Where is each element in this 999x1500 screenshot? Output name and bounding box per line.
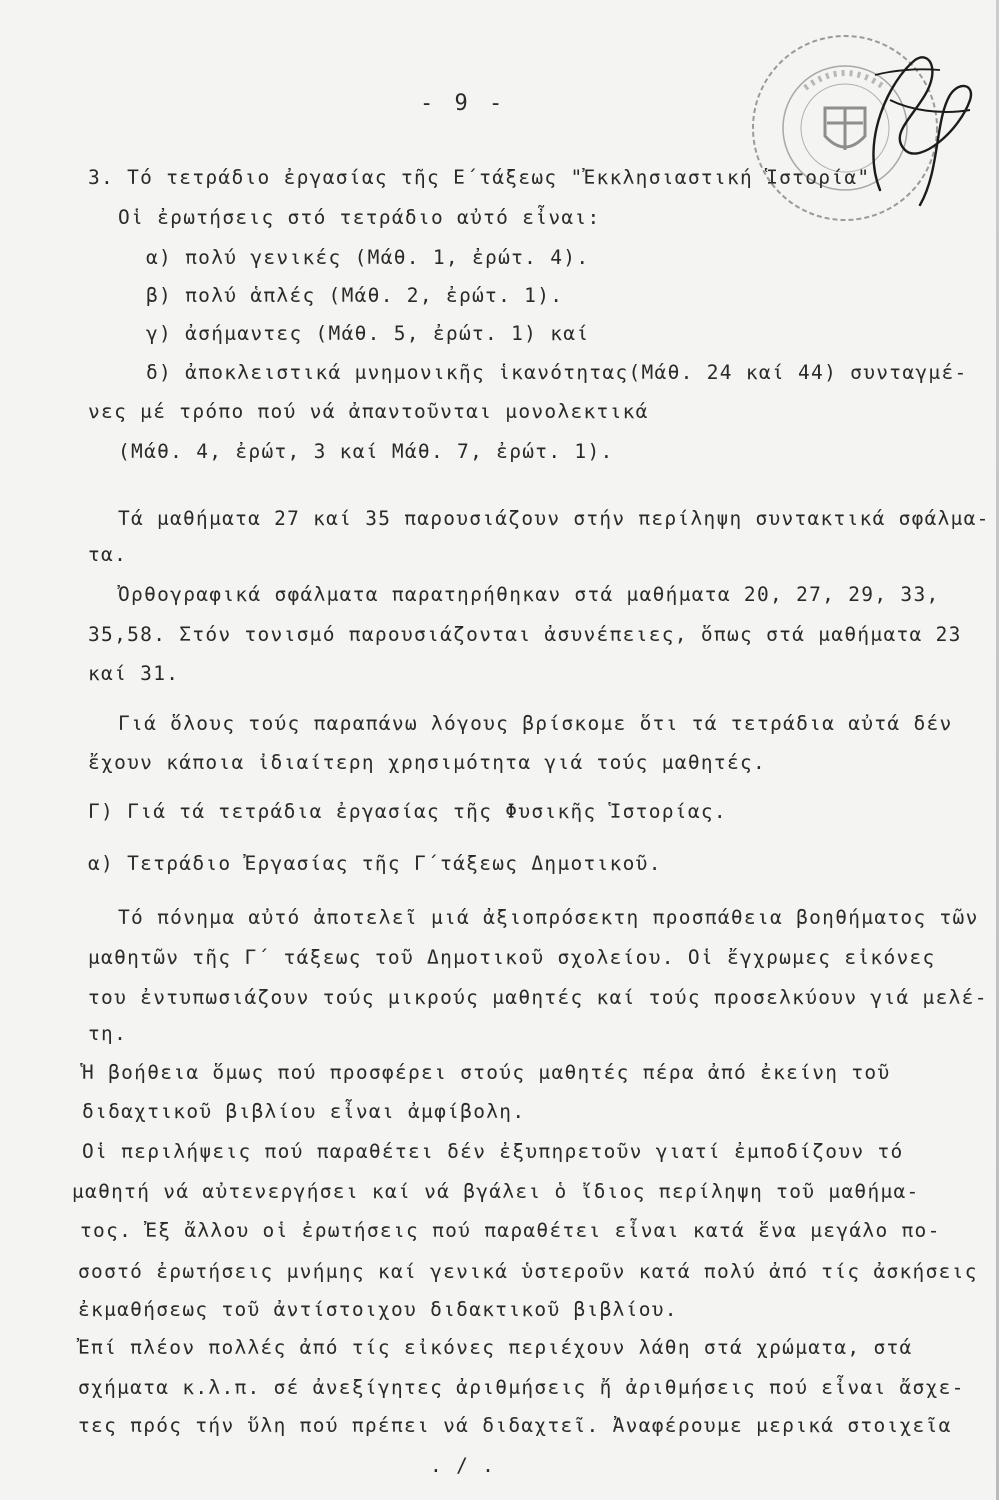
- text-line: νες μέ τρόπο πού νά ἀπαντοῦνται μονολεκτικά: [88, 400, 649, 423]
- text-line: ἔχουν κάποια ἰδιαίτερη χρησιμότητα γιά τούς μαθητές.: [88, 751, 767, 774]
- text-line: του ἐντυπωσιάζουν τούς μικρούς μαθητές καί τούς προσελκύουν γιά μελέ-: [88, 986, 988, 1009]
- text-line: καί 31.: [88, 662, 180, 685]
- text-line: Οἱ ἐρωτήσεις στό τετράδιο αὐτό εἶναι:: [118, 206, 601, 229]
- page-number: - 9 -: [420, 91, 507, 116]
- text-line: σοστό ἐρωτήσεις μνήμης καί γενικά ὑστεροῦν κατά πολύ ἀπό τίς ἀσκήσεις: [78, 1260, 978, 1283]
- text-line: Ἡ βοήθεια ὅμως πού προσφέρει στούς μαθητές πέρα ἀπό ἐκείνη τοῦ: [82, 1061, 891, 1084]
- text-line: μαθητή νά αὐτενεργήσει καί νά βγάλει ὁ ἴδιος περίληψη τοῦ μαθήμα-: [72, 1180, 920, 1203]
- text-line: Ἐπί πλέον πολλές ἀπό τίς εἰκόνες περιέχουν λάθη στά χρώματα, στά: [78, 1336, 913, 1359]
- text-line: 35,58. Στόν τονισμό παρουσιάζονται ἀσυνέπειες, ὅπως στά μαθήματα 23: [88, 623, 962, 646]
- text-line: σχήματα κ.λ.π. σέ ἀνεξίγητες ἀριθμήσεις ἤ ἀριθμήσεις πού εἶναι ἄσχε-: [78, 1376, 965, 1399]
- text-line: 3. Τό τετράδιο ἐργασίας τῆς Ε΄τάξεως "Ἐκκλησιαστική Ἱστορία": [88, 166, 871, 189]
- text-line: Ὀρθογραφικά σφάλματα παρατηρήθηκαν στά μαθήματα 20, 27, 29, 33,: [118, 583, 940, 606]
- text-line: τη.: [88, 1022, 128, 1045]
- text-line: τα.: [88, 543, 128, 566]
- text-line: ἐκμαθήσεως τοῦ ἀντίστοιχου διδακτικοῦ βιβλίου.: [78, 1298, 678, 1321]
- section-heading: Γ) Γιά τά τετράδια ἐργασίας τῆς Φυσικῆς Ἱστορίας.: [88, 800, 727, 823]
- text-line: Γιά ὅλους τούς παραπάνω λόγους βρίσκομε ὅτι τά τετράδια αὐτά δέν: [118, 712, 953, 735]
- continuation-mark: . / .: [430, 1454, 496, 1477]
- text-line: τες πρός τήν ὕλη πού πρέπει νά διδαχτεῖ. Ἀναφέρουμε μερικά στοιχεῖα: [78, 1414, 952, 1437]
- text-line: μαθητῶν τῆς Γ΄ τάξεως τοῦ Δημοτικοῦ σχολείου. Οἱ ἔγχρωμες εἰκόνες: [88, 946, 936, 969]
- handwritten-signature: [820, 40, 980, 220]
- subsection-heading: α) Τετράδιο Ἐργασίας τῆς Γ΄τάξεως Δημοτικοῦ.: [88, 852, 662, 875]
- text-line: Οἱ περιλήψεις πού παραθέτει δέν ἐξυπηρετοῦν γιατί ἐμποδίζουν τό: [82, 1140, 904, 1163]
- text-line: τος. Ἐξ ἄλλου οἱ ἐρωτήσεις πού παραθέτει εἶναι κατά ἕνα μεγάλο πο-: [80, 1219, 941, 1242]
- text-line: α) πολύ γενικές (Μάθ. 1, ἐρώτ. 4).: [146, 246, 590, 269]
- text-line: διδαχτικοῦ βιβλίου εἶναι ἀμφίβολη.: [82, 1100, 526, 1123]
- text-line: Τά μαθήματα 27 καί 35 παρουσιάζουν στήν περίληψη συντακτικά σφάλμα-: [118, 507, 990, 530]
- text-line: β) πολύ ἁπλές (Μάθ. 2, ἐρώτ. 1).: [146, 284, 564, 307]
- text-line: δ) ἀποκλειστικά μνημονικῆς ἱκανότητας(Μάθ. 24 καί 44) συνταγμέ-: [146, 361, 968, 384]
- text-line: (Μάθ. 4, ἐρώτ, 3 καί Μάθ. 7, ἐρώτ. 1).: [118, 440, 614, 463]
- text-line: Τό πόνημα αὐτό ἀποτελεῖ μιά ἀξιοπρόσεκτη προσπάθεια βοηθήματος τῶν: [118, 906, 979, 929]
- text-line: γ) ἀσήμαντες (Μάθ. 5, ἐρώτ. 1) καί: [146, 322, 590, 345]
